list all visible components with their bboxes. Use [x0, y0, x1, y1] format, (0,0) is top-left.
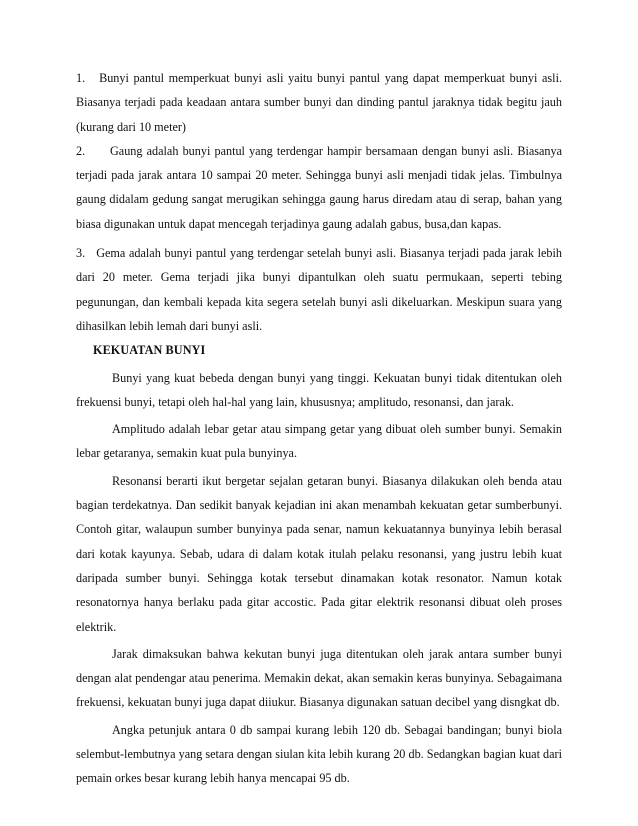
paragraph-amplitudo: Amplitudo adalah lebar getar atau simpang getar yang dibuat oleh sumber bunyi. Semakin lebar getaranya, semakin kuat pula bunyinya. — [76, 422, 562, 461]
document-page — [76, 66, 562, 791]
list-item-2 — [76, 139, 562, 236]
list-item-3 — [76, 241, 562, 338]
list-text-2: Gaung adalah bunyi pantul yang terdengar hampir bersamaan dengan bunyi asli. Biasanya terjadi pada jarak antara 10 sampai 20 meter. Sehingga bunyi asli menjadi tidak jelas. Timbulnya gaung didalam gedung sangat merugikan sehingga gaung harus diredam atau di serap, bahan yang biasa digunakan untuk dapat mencegah terjadinya gaung adalah gabus, busa,dan kapas. — [76, 143, 563, 231]
paragraph-resonansi: Resonansi berarti ikut bergetar sejalan getaran bunyi. Biasanya dilakukan oleh benda atau bagian terdekatnya. Dan sedikit banyak kejadian ini akan menambah kekuatan getar sumberbunyi. Contoh gitar, walaupun sumber bunyinya pada senar, namun kekuatannya bunyinya lebih berasal dari kotak kayunya. Sebab, udara di dalam kotak itulah pelaku resonansi, yang justru lebih kuat daripada sumber bunyi. Sehingga kotak tersebut dinamakan kotak resonator. Namun kotak resonatornya hanya berlaku pada gitar accostic. Pada gitar elektrik resonansi dibuat oleh proses elektrik. — [76, 473, 562, 634]
section-heading: KEKUATAN BUNYI — [93, 343, 206, 358]
list-item-1 — [76, 66, 562, 139]
paragraph-intro: Bunyi yang kuat bebeda dengan bunyi yang tinggi. Kekuatan bunyi tidak ditentukan oleh frekuensi bunyi, tetapi oleh hal-hal yang lain, khususnya; amplitudo, resonansi, dan jarak. — [76, 370, 562, 409]
paragraph-angka: Angka petunjuk antara 0 db sampai kurang lebih 120 db. Sebagai bandingan; bunyi biola selembut-lembutnya yang setara dengan siulan kita lebih kurang 20 db. Sedangkan bagian kuat dari pemain orkes besar kurang lebih hanya mencapai 95 db. — [76, 722, 562, 786]
paragraph-jarak: Jarak dimaksukan bahwa kekutan bunyi juga ditentukan oleh jarak antara sumber bunyi dengan alat pendengar atau penerima. Memakin dekat, akan semakin keras bunyinya. Sebagaimana frekuensi, kekuatan bunyi juga dapat diiukur. Biasanya digunakan satuan decibel yang disngkat db. — [76, 646, 562, 710]
list-text-3: Gema adalah bunyi pantul yang terdengar setelah bunyi asli. Biasanya terjadi pada jarak lebih dari 20 meter. Gema terjadi jika bunyi dipantulkan oleh suatu permukaan, seperti tebing pegunungan, dan kembali kepada kita segera setelah bunyi asli dikeluarkan. Meskipun suara yang dihasilkan lebih lemah dari bunyi asli. — [76, 246, 563, 333]
list-number-1: 1. — [76, 71, 86, 85]
list-text-1: Bunyi pantul memperkuat bunyi asli yaitu bunyi pantul yang dapat memperkuat bunyi asli. Biasanya terjadi pada keadaan antara sumber bunyi dan dinding pantul jaraknya tidak begitu jauh (kurang dari 10 meter) — [76, 71, 562, 134]
list-number-3: 3. — [76, 246, 86, 261]
list-number-2: 2. — [76, 143, 86, 158]
